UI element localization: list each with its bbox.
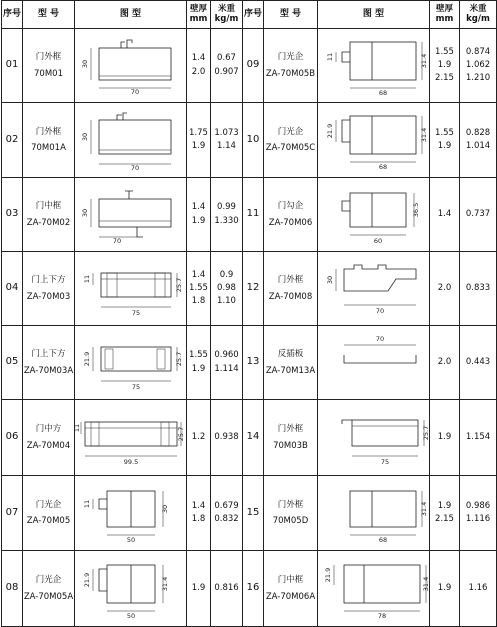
header-drawing-right: 图 型 bbox=[318, 1, 430, 29]
profile-name: 门光企 bbox=[35, 499, 62, 510]
profile-drawing bbox=[320, 479, 428, 547]
weight-cell bbox=[460, 178, 497, 252]
profile-name: 门中框 bbox=[277, 575, 304, 586]
dimension-label: 75 bbox=[131, 308, 140, 317]
table-row bbox=[2, 103, 497, 178]
dimension-label: 75 bbox=[131, 382, 140, 391]
weight-value: 0.938 bbox=[214, 431, 239, 442]
thickness-value: 1.75 bbox=[189, 127, 208, 138]
dimension-label: 60 bbox=[373, 236, 382, 245]
thickness-value: 1.9 bbox=[437, 141, 452, 151]
dimension-label: 99.5 bbox=[123, 457, 138, 466]
seq-number: 11 bbox=[243, 178, 264, 252]
thickness-value: 1.55 bbox=[189, 282, 208, 293]
thickness-cell bbox=[430, 178, 460, 252]
table-row bbox=[2, 178, 497, 252]
dimension-label: 70 bbox=[375, 334, 384, 343]
dimension-label: 70 bbox=[130, 164, 139, 172]
weight-value: 0.737 bbox=[465, 208, 491, 219]
header-model-right: 型 号 bbox=[264, 1, 318, 29]
profile-name: 门外框 bbox=[277, 275, 304, 286]
model-cell bbox=[264, 29, 318, 103]
dimension-label: 70 bbox=[130, 87, 139, 96]
table-row bbox=[2, 476, 497, 551]
profile-name: 门外框 bbox=[35, 52, 62, 63]
thickness-value: 1.9 bbox=[191, 582, 206, 593]
seq-number: 01 bbox=[2, 29, 23, 103]
thickness-value: 1.4 bbox=[191, 202, 206, 213]
header-thickness-right: 壁厚 mm bbox=[430, 1, 460, 29]
thickness-value: 1.55 bbox=[189, 350, 208, 361]
profile-code: ZA-70M05B bbox=[265, 68, 316, 79]
header-row bbox=[2, 1, 497, 29]
model-cell bbox=[264, 326, 318, 400]
dimension-label: 31.4 bbox=[419, 501, 428, 517]
profile-name: 门中框 bbox=[35, 201, 62, 212]
profile-drawing bbox=[77, 255, 185, 323]
dimension-label: 68 bbox=[378, 536, 387, 544]
drawing-cell bbox=[72, 400, 187, 476]
profile-name: 门外框 bbox=[35, 126, 62, 137]
thickness-value: 1.9 bbox=[437, 59, 452, 70]
weight-value: 0.986 bbox=[465, 500, 491, 511]
dimension-label: 11 bbox=[82, 274, 91, 283]
thickness-value: 1.4 bbox=[191, 500, 206, 511]
seq-number: 07 bbox=[2, 476, 23, 551]
drawing-cell bbox=[75, 252, 187, 326]
thickness-value: 2.0 bbox=[437, 356, 452, 367]
dimension-label: 31.4 bbox=[421, 576, 430, 591]
profile-code: ZA-70M03A bbox=[23, 365, 74, 376]
weight-value: 1.16 bbox=[468, 582, 488, 593]
weight-value: 0.67 bbox=[217, 53, 236, 64]
dimension-label: 11 bbox=[325, 52, 334, 61]
weight-cell bbox=[211, 252, 243, 326]
weight-value: 1.073 bbox=[214, 127, 239, 138]
dimension-label: 70 bbox=[112, 236, 121, 245]
dimension-label: 50 bbox=[126, 611, 135, 620]
weight-cell bbox=[460, 103, 497, 178]
thickness-value: 1.9 bbox=[437, 431, 452, 442]
drawing-cell bbox=[75, 29, 187, 103]
weight-value: 1.114 bbox=[214, 363, 239, 374]
seq-number: 08 bbox=[2, 551, 23, 627]
profile-code: ZA-70M13A bbox=[265, 365, 316, 376]
weight-cell bbox=[460, 476, 497, 551]
profile-code: 70M01 bbox=[34, 68, 63, 79]
profile-drawing bbox=[320, 32, 428, 100]
weight-cell bbox=[460, 551, 497, 627]
model-cell bbox=[264, 551, 318, 627]
weight-value: 0.816 bbox=[214, 582, 239, 593]
thickness-cell bbox=[187, 400, 211, 476]
profile-name: 门光企 bbox=[277, 126, 304, 137]
profile-name: 门上下方 bbox=[31, 275, 66, 286]
model-cell bbox=[23, 400, 75, 476]
seq-number: 15 bbox=[243, 476, 264, 551]
profile-code: ZA-70M03 bbox=[26, 291, 71, 302]
model-cell bbox=[23, 252, 75, 326]
dimension-label: 25.7 bbox=[176, 426, 185, 441]
thickness-cell bbox=[430, 551, 460, 627]
weight-cell bbox=[460, 252, 497, 326]
seq-number: 12 bbox=[243, 252, 264, 326]
dimension-label: 21.9 bbox=[323, 567, 332, 582]
model-cell bbox=[23, 29, 75, 103]
drawing-cell bbox=[75, 476, 187, 551]
header-weight-left: 米重 kg/m bbox=[211, 1, 243, 29]
weight-value: 1.10 bbox=[217, 296, 236, 307]
drawing-cell bbox=[318, 551, 430, 627]
dimension-label: 30 bbox=[80, 132, 89, 142]
model-cell bbox=[23, 326, 75, 400]
dimension-label: 21.9 bbox=[82, 572, 91, 587]
dimension-label: 25.7 bbox=[174, 277, 183, 292]
dimension-label: 78 bbox=[377, 611, 386, 620]
weight-value: 0.907 bbox=[214, 66, 239, 77]
drawing-cell bbox=[75, 178, 187, 252]
dimension-label: 21.9 bbox=[325, 123, 334, 139]
thickness-value: 2.15 bbox=[435, 73, 454, 84]
dimension-label: 25.7 bbox=[174, 351, 183, 366]
dimension-label: 30 bbox=[325, 275, 334, 284]
seq-number: 16 bbox=[243, 551, 264, 627]
weight-cell bbox=[211, 103, 243, 178]
drawing-cell bbox=[318, 29, 430, 103]
thickness-value: 1.2 bbox=[191, 431, 206, 442]
weight-cell bbox=[211, 178, 243, 252]
model-cell bbox=[23, 178, 75, 252]
profile-code: 70M05D bbox=[272, 516, 309, 526]
profile-code: ZA-70M08 bbox=[268, 291, 313, 302]
table-row bbox=[2, 400, 497, 476]
weight-value: 1.154 bbox=[465, 431, 491, 442]
dimension-label: 68 bbox=[378, 88, 387, 97]
drawing-cell bbox=[75, 551, 187, 627]
profile-drawing bbox=[77, 106, 185, 174]
thickness-cell bbox=[430, 476, 460, 551]
dimension-label: 30 bbox=[160, 504, 169, 514]
thickness-value: 1.8 bbox=[191, 514, 206, 524]
drawing-cell bbox=[318, 400, 430, 476]
header-thickness-left: 壁厚 mm bbox=[187, 1, 211, 29]
model-cell bbox=[23, 476, 75, 551]
profile-code: ZA-70M02 bbox=[26, 217, 71, 228]
seq-number: 05 bbox=[2, 326, 23, 400]
profile-drawing bbox=[72, 404, 185, 472]
thickness-value: 2.15 bbox=[435, 514, 454, 524]
thickness-value: 1.8 bbox=[191, 296, 206, 307]
profile-drawing bbox=[320, 404, 428, 472]
weight-value: 0.874 bbox=[465, 46, 491, 57]
thickness-value: 1.4 bbox=[437, 208, 452, 219]
profile-code: ZA-70M05 bbox=[26, 516, 71, 526]
profile-drawing bbox=[77, 479, 185, 547]
weight-value: 0.828 bbox=[465, 127, 491, 138]
profile-code: ZA-70M05A bbox=[23, 591, 74, 602]
drawing-cell bbox=[318, 178, 430, 252]
seq-number: 03 bbox=[2, 178, 23, 252]
thickness-cell bbox=[430, 326, 460, 400]
weight-cell bbox=[460, 29, 497, 103]
profile-table bbox=[1, 0, 497, 627]
header-drawing-left: 图 型 bbox=[75, 1, 187, 29]
thickness-cell bbox=[187, 476, 211, 551]
dimension-label: 50 bbox=[126, 536, 135, 544]
weight-value: 1.116 bbox=[465, 514, 491, 524]
weight-cell bbox=[460, 400, 497, 476]
thickness-cell bbox=[187, 29, 211, 103]
dimension-label: 31.4 bbox=[160, 576, 169, 591]
dimension-label: 70 bbox=[375, 306, 384, 315]
dimension-label: 21.9 bbox=[82, 351, 91, 366]
seq-number: 13 bbox=[243, 326, 264, 400]
thickness-value: 1.4 bbox=[191, 53, 206, 64]
table-row bbox=[2, 252, 497, 326]
dimension-label: 31.4 bbox=[419, 53, 428, 68]
profile-drawing bbox=[320, 181, 428, 249]
profile-name: 门光企 bbox=[35, 575, 62, 586]
model-cell bbox=[23, 551, 75, 627]
profile-name: 门勾企 bbox=[277, 201, 304, 212]
weight-cell bbox=[460, 326, 497, 400]
model-cell bbox=[264, 400, 318, 476]
table-row bbox=[2, 29, 497, 103]
drawing-cell bbox=[318, 326, 430, 400]
header-weight-right: 米重 kg/m bbox=[460, 1, 497, 29]
profile-drawing bbox=[320, 555, 428, 623]
dimension-label: 25.7 bbox=[421, 425, 430, 440]
thickness-value: 1.55 bbox=[435, 46, 454, 57]
weight-cell bbox=[211, 476, 243, 551]
profile-drawing bbox=[77, 181, 185, 249]
dimension-label: 11 bbox=[82, 499, 91, 509]
thickness-cell bbox=[430, 252, 460, 326]
profile-name: 门外框 bbox=[277, 424, 304, 435]
thickness-value: 1.4 bbox=[191, 269, 206, 280]
thickness-cell bbox=[430, 29, 460, 103]
weight-value: 0.99 bbox=[217, 202, 236, 213]
weight-cell bbox=[211, 29, 243, 103]
model-cell bbox=[23, 103, 75, 178]
profile-code: 70M01A bbox=[31, 143, 66, 153]
header-seq-right: 序号 bbox=[243, 1, 264, 29]
weight-value: 1.062 bbox=[465, 59, 491, 70]
header-model-left: 型 号 bbox=[23, 1, 75, 29]
dimension-label: 31.4 bbox=[419, 127, 428, 143]
dimension-label: 75 bbox=[380, 457, 389, 466]
dimension-label: 36.5 bbox=[411, 202, 420, 217]
seq-number: 10 bbox=[243, 103, 264, 178]
thickness-value: 1.9 bbox=[191, 363, 206, 374]
drawing-cell bbox=[75, 326, 187, 400]
table-row bbox=[2, 326, 497, 400]
thickness-cell bbox=[187, 326, 211, 400]
thickness-cell bbox=[430, 103, 460, 178]
profile-drawing bbox=[77, 329, 185, 397]
profile-drawing bbox=[320, 106, 428, 174]
table-row bbox=[2, 551, 497, 627]
profile-name: 门外框 bbox=[277, 499, 304, 510]
weight-value: 0.679 bbox=[214, 500, 239, 511]
seq-number: 02 bbox=[2, 103, 23, 178]
weight-value: 0.443 bbox=[465, 356, 491, 367]
weight-cell bbox=[211, 551, 243, 627]
thickness-value: 2.0 bbox=[437, 282, 452, 293]
seq-number: 04 bbox=[2, 252, 23, 326]
dimension-label: 11 bbox=[72, 423, 81, 432]
thickness-value: 2.0 bbox=[191, 66, 206, 77]
profile-name: 门中方 bbox=[35, 424, 62, 435]
header-seq-left: 序号 bbox=[2, 1, 23, 29]
profile-name: 门上下方 bbox=[31, 349, 66, 360]
weight-value: 1.210 bbox=[465, 73, 491, 84]
profile-drawing bbox=[320, 255, 428, 323]
thickness-value: 1.9 bbox=[191, 215, 206, 226]
thickness-value: 1.9 bbox=[437, 500, 452, 511]
dimension-label: 30 bbox=[80, 208, 89, 217]
model-cell bbox=[264, 103, 318, 178]
weight-value: 0.9 bbox=[219, 269, 234, 280]
thickness-value: 1.9 bbox=[437, 582, 452, 593]
profile-code: ZA-70M04 bbox=[26, 440, 71, 451]
weight-value: 1.14 bbox=[217, 141, 236, 151]
model-cell bbox=[264, 476, 318, 551]
dimension-label: 30 bbox=[80, 59, 89, 68]
profile-drawing bbox=[77, 555, 185, 623]
thickness-value: 1.55 bbox=[435, 127, 454, 138]
thickness-cell bbox=[187, 551, 211, 627]
model-cell bbox=[264, 178, 318, 252]
drawing-cell bbox=[318, 476, 430, 551]
thickness-cell bbox=[187, 252, 211, 326]
thickness-cell bbox=[430, 400, 460, 476]
drawing-cell bbox=[75, 103, 187, 178]
seq-number: 14 bbox=[243, 400, 264, 476]
weight-value: 1.330 bbox=[214, 215, 239, 226]
profile-code: ZA-70M06A bbox=[265, 591, 316, 602]
weight-cell bbox=[211, 400, 243, 476]
drawing-cell bbox=[318, 252, 430, 326]
profile-code: ZA-70M06 bbox=[268, 217, 313, 228]
model-cell bbox=[264, 252, 318, 326]
dimension-label: 68 bbox=[378, 163, 387, 171]
weight-value: 0.960 bbox=[214, 350, 239, 361]
seq-number: 06 bbox=[2, 400, 23, 476]
profile-drawing bbox=[320, 329, 428, 397]
seq-number: 09 bbox=[243, 29, 264, 103]
weight-value: 0.833 bbox=[465, 282, 491, 293]
thickness-cell bbox=[187, 178, 211, 252]
thickness-value: 1.9 bbox=[191, 141, 206, 151]
weight-cell bbox=[211, 326, 243, 400]
profile-name: 门光企 bbox=[277, 52, 304, 63]
profile-name: 反插板 bbox=[277, 349, 304, 360]
weight-value: 1.014 bbox=[465, 141, 491, 151]
weight-value: 0.98 bbox=[217, 282, 236, 293]
drawing-cell bbox=[318, 103, 430, 178]
thickness-cell bbox=[187, 103, 211, 178]
profile-code: 70M03B bbox=[273, 440, 308, 451]
profile-drawing bbox=[77, 32, 185, 100]
weight-value: 0.832 bbox=[214, 514, 239, 524]
profile-code: ZA-70M05C bbox=[265, 143, 316, 153]
